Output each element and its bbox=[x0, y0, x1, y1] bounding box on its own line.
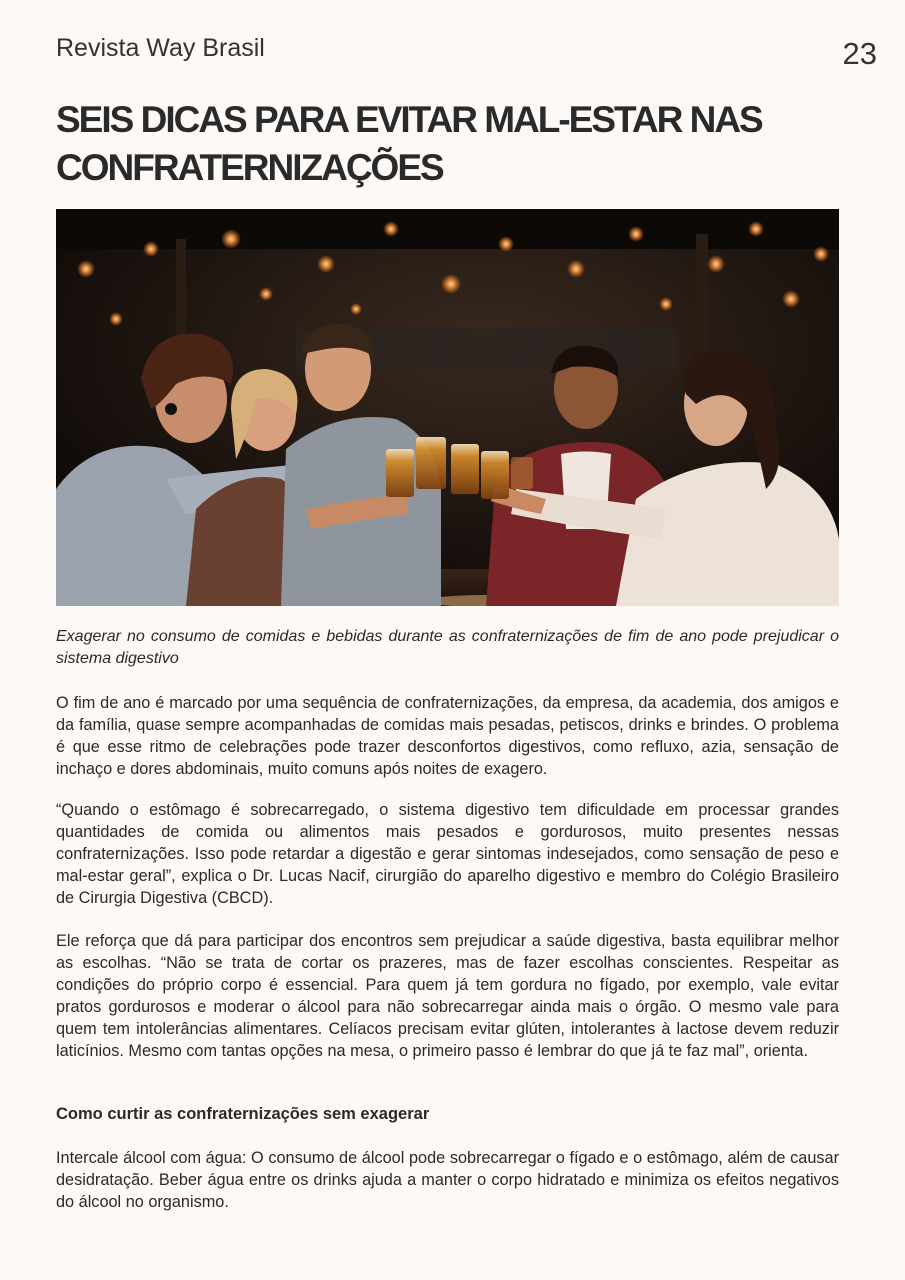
page-number: 23 bbox=[842, 36, 877, 71]
magazine-name: Revista Way Brasil bbox=[56, 34, 265, 62]
page-header bbox=[56, 34, 877, 74]
body-paragraph-3: Ele reforça que dá para participar dos encontros sem prejudicar a saúde digestiva, basta equilibrar melhor as escolhas. “Não se trata de cortar os prazeres, mas de fazer escolhas conscientes. Respeitar as condições do próprio corpo é essencial. Para quem já tem gordura no fígado, por exemplo, vale evitar pratos gordurosos e moderar o álcool para não sobrecarregar ainda mais o órgão. O mesmo vale para quem tem intolerâncias alimentares. Celíacos precisam evitar glúten, intolerantes à lactose devem reduzir laticínios. Mesmo com tantas opções na mesa, o primeiro passo é lembrar do que já te faz mal”, orienta. bbox=[56, 932, 839, 1060]
photo-caption: Exagerar no consumo de comidas e bebidas durante as confraternizações de fim de ano pode prejudicar o sistema digestivo bbox=[56, 628, 839, 667]
article-photo bbox=[56, 209, 839, 606]
tip-paragraph-1: Intercale álcool com água: O consumo de álcool pode sobrecarregar o fígado e o estômago, além de causar desidratação. Beber água entre os drinks ajuda a manter o corpo hidratado e minimiza os efeitos negativos do álcool no organismo. bbox=[56, 1149, 839, 1211]
article-title: SEIS DICAS PARA EVITAR MAL-ESTAR NAS CONFRATERNIZAÇÕES bbox=[56, 99, 762, 188]
section-subheading: Como curtir as confraternizações sem exagerar bbox=[56, 1105, 430, 1123]
body-paragraph-2: “Quando o estômago é sobrecarregado, o sistema digestivo tem dificuldade em processar grandes quantidades de comida ou alimentos mais pesados e gordurosos, muito presentes nessas confraternizações. Isso pode retardar a digestão e gerar sintomas indesejados, como sensação de peso e mal-estar geral”, explica o Dr. Lucas Nacif, cirurgião do aparelho digestivo e membro do Colégio Brasileiro de Cirurgia Digestiva (CBCD). bbox=[56, 801, 839, 907]
body-paragraph-1: O fim de ano é marcado por uma sequência de confraternizações, da empresa, da academia, dos amigos e da família, quase sempre acompanhadas de comidas mais pesadas, petiscos, drinks e brindes. O problema é que esse ritmo de celebrações pode trazer desconfortos digestivos, como refluxo, azia, sensação de inchaço e dores abdominais, muito comuns após noites de exagero. bbox=[56, 694, 839, 778]
